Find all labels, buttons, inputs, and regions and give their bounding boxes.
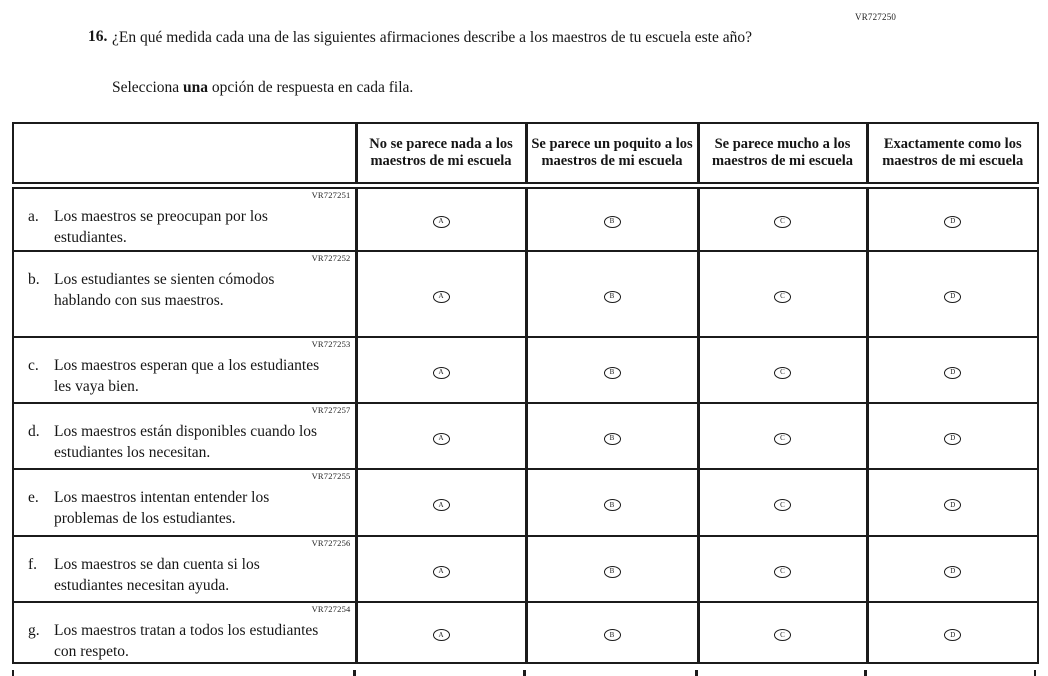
option-cell <box>867 536 1038 602</box>
option-bubble-a[interactable]: A <box>433 367 450 379</box>
table-row-c <box>13 337 1038 403</box>
option-bubble-a[interactable]: A <box>433 216 450 228</box>
option-cell <box>867 469 1038 536</box>
table-row-g <box>13 602 1038 663</box>
option-bubble-a[interactable]: A <box>433 433 450 445</box>
option-cell <box>526 337 698 403</box>
question-number: 16. <box>88 28 108 45</box>
option-bubble-a[interactable]: A <box>433 291 450 303</box>
option-cell <box>867 337 1038 403</box>
option-bubble-b[interactable]: B <box>604 433 621 445</box>
option-bubble-d[interactable]: D <box>944 216 961 228</box>
option-bubble-c[interactable]: C <box>774 291 791 303</box>
option-bubble-a[interactable]: A <box>433 566 450 578</box>
instruction-prefix: Selecciona <box>112 79 184 96</box>
empty-corner-cell <box>13 123 356 185</box>
option-bubble-b[interactable]: B <box>604 566 621 578</box>
table-cutoff-stub <box>353 670 356 676</box>
question-block <box>88 28 808 47</box>
option-cell <box>526 536 698 602</box>
option-bubble-b[interactable]: B <box>604 499 621 511</box>
option-cell <box>698 251 867 337</box>
row-letter-c: c. <box>28 357 39 374</box>
table-cutoff-stub <box>864 670 867 676</box>
option-cell <box>356 337 526 403</box>
statement-text-d: d. Los maestros están disponibles cuando los estudiantes los necesitan. <box>28 423 318 461</box>
table-cutoff-stub <box>1034 670 1036 676</box>
statement-cell-f <box>13 536 356 602</box>
table-cutoff-stub <box>695 670 698 676</box>
option-cell <box>867 185 1038 251</box>
row-letter-b: b. <box>28 271 40 288</box>
option-cell <box>698 403 867 469</box>
option-bubble-b[interactable]: B <box>604 291 621 303</box>
option-bubble-d[interactable]: D <box>944 433 961 445</box>
statement-cell-a <box>13 185 356 251</box>
option-bubble-b[interactable]: B <box>604 216 621 228</box>
option-bubble-d[interactable]: D <box>944 629 961 641</box>
option-cell <box>356 536 526 602</box>
option-bubble-c[interactable]: C <box>774 566 791 578</box>
option-cell <box>698 337 867 403</box>
row-letter-g: g. <box>28 622 40 639</box>
option-bubble-c[interactable]: C <box>774 629 791 641</box>
table-row-d <box>13 403 1038 469</box>
option-bubble-c[interactable]: C <box>774 499 791 511</box>
statement-cell-e <box>13 469 356 536</box>
option-cell <box>698 185 867 251</box>
statement-text-b: b. Los estudiantes se sienten cómodos hablando con sus maestros. <box>28 271 275 309</box>
option-bubble-d[interactable]: D <box>944 566 961 578</box>
table-row-f <box>13 536 1038 602</box>
option-cell <box>356 251 526 337</box>
column-header-a-little: Se parece un poquito a los maestros de mi escuela <box>526 123 698 185</box>
row-code-a: VR727251 <box>311 189 351 200</box>
row-letter-e: e. <box>28 489 39 506</box>
option-cell <box>356 403 526 469</box>
statement-cell-b <box>13 251 356 337</box>
statement-text-e: e. Los maestros intentan entender los problemas de los estudiantes. <box>28 489 270 527</box>
form-code: VR727250 <box>855 12 897 22</box>
row-code-e: VR727255 <box>311 471 351 481</box>
row-code-b: VR727252 <box>311 253 351 263</box>
statement-cell-c <box>13 337 356 403</box>
option-cell <box>526 185 698 251</box>
statement-cell-g <box>13 602 356 663</box>
table-row-b <box>13 251 1038 337</box>
option-bubble-d[interactable]: D <box>944 291 961 303</box>
option-cell <box>356 469 526 536</box>
row-letter-a: a. <box>28 207 39 225</box>
option-bubble-a[interactable]: A <box>433 499 450 511</box>
option-cell <box>526 469 698 536</box>
row-code-d: VR727257 <box>311 405 351 415</box>
table-cutoff-stub <box>12 670 14 676</box>
option-cell <box>356 185 526 251</box>
option-cell <box>867 251 1038 337</box>
option-cell <box>526 403 698 469</box>
table-row-e <box>13 469 1038 536</box>
row-letter-d: d. <box>28 423 40 440</box>
column-header-exactly: Exactamente como los maestros de mi escuela <box>867 123 1038 185</box>
column-header-not-at-all: No se parece nada a los maestros de mi escuela <box>356 123 526 185</box>
header-row <box>13 123 1038 185</box>
statement-text-f: f. Los maestros se dan cuenta si los estudiantes necesitan ayuda. <box>28 556 260 594</box>
table-row-a <box>13 185 1038 251</box>
row-code-c: VR727253 <box>311 339 351 349</box>
statement-text-g: g. Los maestros tratan a todos los estudiantes con respeto. <box>28 622 319 660</box>
option-cell <box>867 602 1038 663</box>
option-cell <box>526 602 698 663</box>
option-bubble-d[interactable]: D <box>944 367 961 379</box>
table-cutoff-stub <box>523 670 526 676</box>
response-matrix-table <box>12 122 1039 664</box>
option-bubble-b[interactable]: B <box>604 629 621 641</box>
option-cell <box>526 251 698 337</box>
question-text: ¿En qué medida cada una de las siguientes afirmaciones describe a los maestros de tu escuela este año? <box>112 29 752 46</box>
statement-cell-d <box>13 403 356 469</box>
option-bubble-a[interactable]: A <box>433 629 450 641</box>
statement-text-c: c. Los maestros esperan que a los estudiantes les vaya bien. <box>28 357 320 395</box>
option-bubble-c[interactable]: C <box>774 367 791 379</box>
option-bubble-c[interactable]: C <box>774 433 791 445</box>
option-cell <box>698 536 867 602</box>
row-letter-f: f. <box>28 556 38 573</box>
option-cell <box>698 602 867 663</box>
option-bubble-b[interactable]: B <box>604 367 621 379</box>
option-cell <box>356 602 526 663</box>
option-bubble-d[interactable]: D <box>944 499 961 511</box>
option-bubble-c[interactable]: C <box>774 216 791 228</box>
option-cell <box>867 403 1038 469</box>
option-cell <box>698 469 867 536</box>
row-code-g: VR727254 <box>311 604 351 614</box>
row-code-f: VR727256 <box>311 538 351 548</box>
instruction-bold-word: una <box>183 79 209 96</box>
statement-text-a: a. Los maestros se preocupan por los estudiantes. <box>28 207 268 246</box>
instruction-suffix: opción de respuesta en cada fila. <box>208 79 414 96</box>
instruction-text <box>112 79 413 97</box>
column-header-a-lot: Se parece mucho a los maestros de mi escuela <box>698 123 867 185</box>
